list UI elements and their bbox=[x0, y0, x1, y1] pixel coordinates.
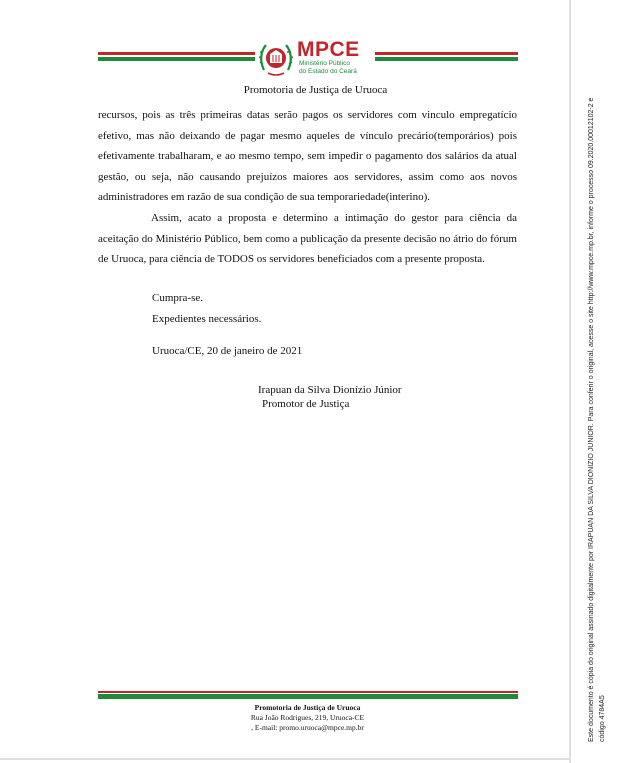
verification-line-1: Este documento é cópia do original assinado digitalmente por IRAPUAN DA SILVA DIONIZIO JUNIOR. Para conferir o original, acesse o site http://www.mpce.mp.br, informe o processo 09.2020.00012102-2 e bbox=[588, 97, 595, 742]
footer-office: Promotoria de Justiça de Uruoca bbox=[254, 703, 361, 712]
footer-address: Rua João Rodrigues, 219, Uruoca-CE bbox=[250, 713, 365, 722]
brand-subtitle bbox=[299, 60, 357, 76]
seal-icon bbox=[259, 40, 293, 78]
footer-email: , E-mail: promo.uruoca@mpce.mp.br bbox=[251, 723, 364, 732]
office-title-text: Promotoria de Justiça de Uruoca bbox=[243, 84, 388, 96]
signer-name: Irapuan da Silva Dionízio Júnior bbox=[258, 384, 402, 396]
signer-title: Promotor de Justiça bbox=[262, 398, 350, 410]
place-date: Uruoca/CE, 20 de janeiro de 2021 bbox=[152, 345, 303, 357]
verification-text bbox=[586, 2, 608, 742]
mpce-logo bbox=[255, 38, 375, 80]
paragraph-2: Assim, acato a proposta e determino a intimação do gestor para ciência da aceitação do Ministério Público, bem como a publicação da presente decisão no átrio do fórum de Uruoca, para ciência de TODOS os servidores beneficiados com a presente proposta. bbox=[98, 212, 517, 265]
footer-green-rule bbox=[98, 694, 518, 699]
closing-2: Expedientes necessários. bbox=[152, 313, 262, 325]
brand-subtitle-line-1: Ministério Público bbox=[299, 60, 350, 67]
verification-stamp bbox=[576, 0, 618, 763]
brand-subtitle-line-2: do Estado do Ceará bbox=[299, 68, 357, 75]
closing-1: Cumpra-se. bbox=[152, 292, 204, 304]
office-title bbox=[0, 84, 619, 96]
brand-name: MPCE bbox=[297, 38, 360, 61]
verification-line-2: código 4784A5 bbox=[599, 695, 606, 742]
page-edge-bottom bbox=[0, 758, 571, 760]
paragraph-1: recursos, pois as três primeiras datas serão pagos os servidores com vinculo empregatício efetivo, mas não deixando de pagar mesmo aqueles de vínculo precário(temporários) pois efetivamente trabalharam, e ao mesmo tempo, sem impedir o pagamento dos salários da atual gestão, ou seja, não causando prejuízos maiores aos servidores, assim como aos novos administradores em razão de sua condição de sua temporariedade(interino). bbox=[98, 109, 517, 203]
footer-red-rule bbox=[98, 691, 518, 693]
page-edge-right bbox=[569, 0, 571, 763]
